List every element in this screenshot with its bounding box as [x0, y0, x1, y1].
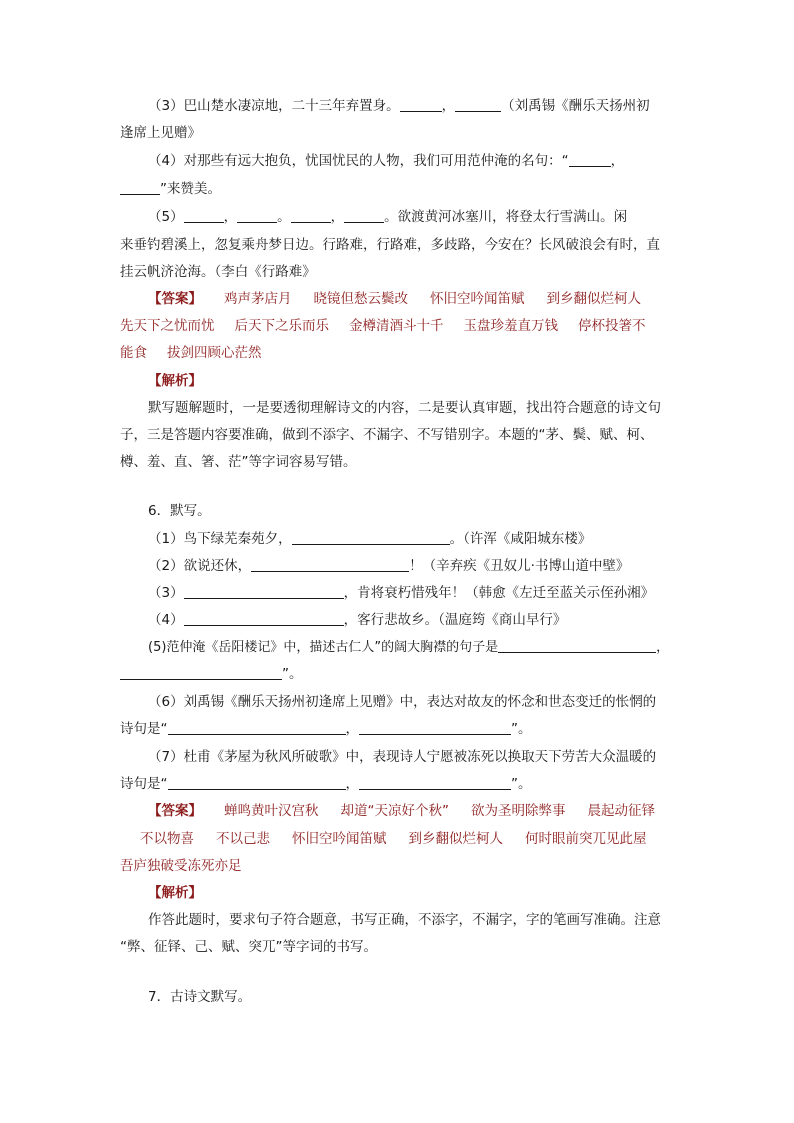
q6-item1: （1）鸟下绿芜秦苑夕， 。（许浑《咸阳城东楼》 [148, 531, 592, 547]
q5-analysis-line2: 子，三是答题内容要准确，做到不添字、不漏字、不写错别字。本题的“茅、鬓、赋、柯、 [120, 427, 654, 443]
answer-blank[interactable] [184, 584, 344, 599]
answer-blank[interactable] [120, 665, 282, 680]
answer-blank[interactable] [168, 720, 346, 735]
q7-title: 7．古诗文默写。 [148, 989, 252, 1005]
answer-blank[interactable] [184, 208, 224, 223]
answer-blank[interactable] [237, 208, 277, 223]
q6-answer-line3: 吾庐独破受冻死亦足 [120, 858, 242, 874]
q6-answer-line2: 不以物喜 不以己悲 怀旧空吟闻笛赋 到乡翻似烂柯人 何时眼前突兀见此屋 [140, 831, 647, 847]
q5-item4-line2: ”来赞美。 [120, 179, 221, 201]
q6-item5-line2: ”。 [120, 664, 303, 686]
q5-analysis-line3: 樽、羞、直、箸、茫”等字词容易写错。 [120, 454, 357, 470]
q6-title: 6．默写。 [148, 503, 211, 519]
answer-blank[interactable] [120, 180, 160, 195]
answer-blank[interactable] [292, 530, 450, 545]
q5-item5-line3: 挂云帆济沧海。（李白《行路难》 [120, 264, 316, 280]
q5-answer-line3: 能食 拔剑四顾心茫然 [120, 345, 262, 361]
q5-item3-line2: 逢席上见赠》 [120, 125, 201, 141]
answer-blank[interactable] [400, 97, 442, 112]
q6-item2: （2）欲说还休， ！（辛弃疾《丑奴儿·书博山道中壁》 [148, 558, 630, 574]
q5-answer-line2: 先天下之忧而忧 后天下之乐而乐 金樽清酒斗十千 玉盘珍羞直万钱 停杯投箸不 [120, 318, 646, 334]
answer-blank[interactable] [569, 152, 611, 167]
q5-item3-line1: （3）巴山楚水凄凉地，二十三年弃置身。 ， （刘禹锡《酬乐天扬州初 [148, 98, 650, 114]
q5-item4-line1: （4）对那些有远大抱负，忧国忧民的人物，我们可用范仲淹的名句：“ ， [148, 153, 625, 169]
q6-item6-line2: 诗句是“ ， ”。 [120, 721, 532, 737]
answer-blank[interactable] [498, 638, 656, 653]
answer-blank[interactable] [291, 208, 331, 223]
q5-item5-line2: 来垂钓碧溪上，忽复乘舟梦日边。行路难，行路难，多歧路，今安在？长风破浪会有时，直 [120, 237, 660, 253]
q5-item5-line1: （5） ， 。 ， 。欲渡黄河冰塞川，将登太行雪满山。闲 [148, 209, 628, 225]
q5-answer-line1: 【答案】 鸡声茅店月 晓镜但愁云鬓改 怀旧空吟闻笛赋 到乡翻似烂柯人 [148, 291, 641, 307]
answer-blank[interactable] [251, 557, 409, 572]
answer-blank[interactable] [455, 97, 501, 112]
q6-item7-line1: （7）杜甫《茅屋为秋风所破歌》中，表现诗人宁愿被冻死以换取天下劳苦大众温暖的 [148, 749, 657, 765]
answer-blank[interactable] [168, 775, 346, 790]
q6-item3: （3） ，肯将衰朽惜残年！（韩愈《左迁至蓝关示侄孙湘》 [148, 585, 655, 601]
q6-item6-line1: （6）刘禹锡《酬乐天扬州初逢席上见赠》中，表达对故友的怀念和世态变迁的怅惘的 [148, 694, 657, 710]
answer-blank[interactable] [184, 611, 344, 626]
q5-analysis-line1: 默写题解题时，一是要透彻理解诗文的内容，二是要认真审题，找出符合题意的诗文句 [148, 400, 661, 416]
q6-item7-line2: 诗句是“ ， ”。 [120, 776, 532, 792]
answer-blank[interactable] [359, 720, 511, 735]
q5-analysis-tag: 【解析】 [148, 373, 202, 389]
answer-blank[interactable] [359, 775, 511, 790]
answer-blank[interactable] [344, 208, 384, 223]
q6-analysis-line2: “弊、征铎、己、赋、突兀”等字词的书写。 [120, 939, 377, 955]
q6-answer-line1: 【答案】 蝉鸣黄叶汉宫秋 却道“天凉好个秋” 欲为圣明除弊事 晨起动征铎 [148, 803, 655, 819]
q6-item5-line1: (5)范仲淹《岳阳楼记》中，描述古仁人”的阔大胸襟的句子是 ， [148, 640, 670, 655]
q6-item4: （4） ，客行悲故乡。（温庭筠《商山早行》 [148, 612, 567, 628]
q6-analysis-tag: 【解析】 [148, 885, 202, 901]
q6-analysis-line1: 作答此题时，要求句子符合题意，书写正确，不添字，不漏字，字的笔画写准确。注意 [148, 912, 661, 928]
